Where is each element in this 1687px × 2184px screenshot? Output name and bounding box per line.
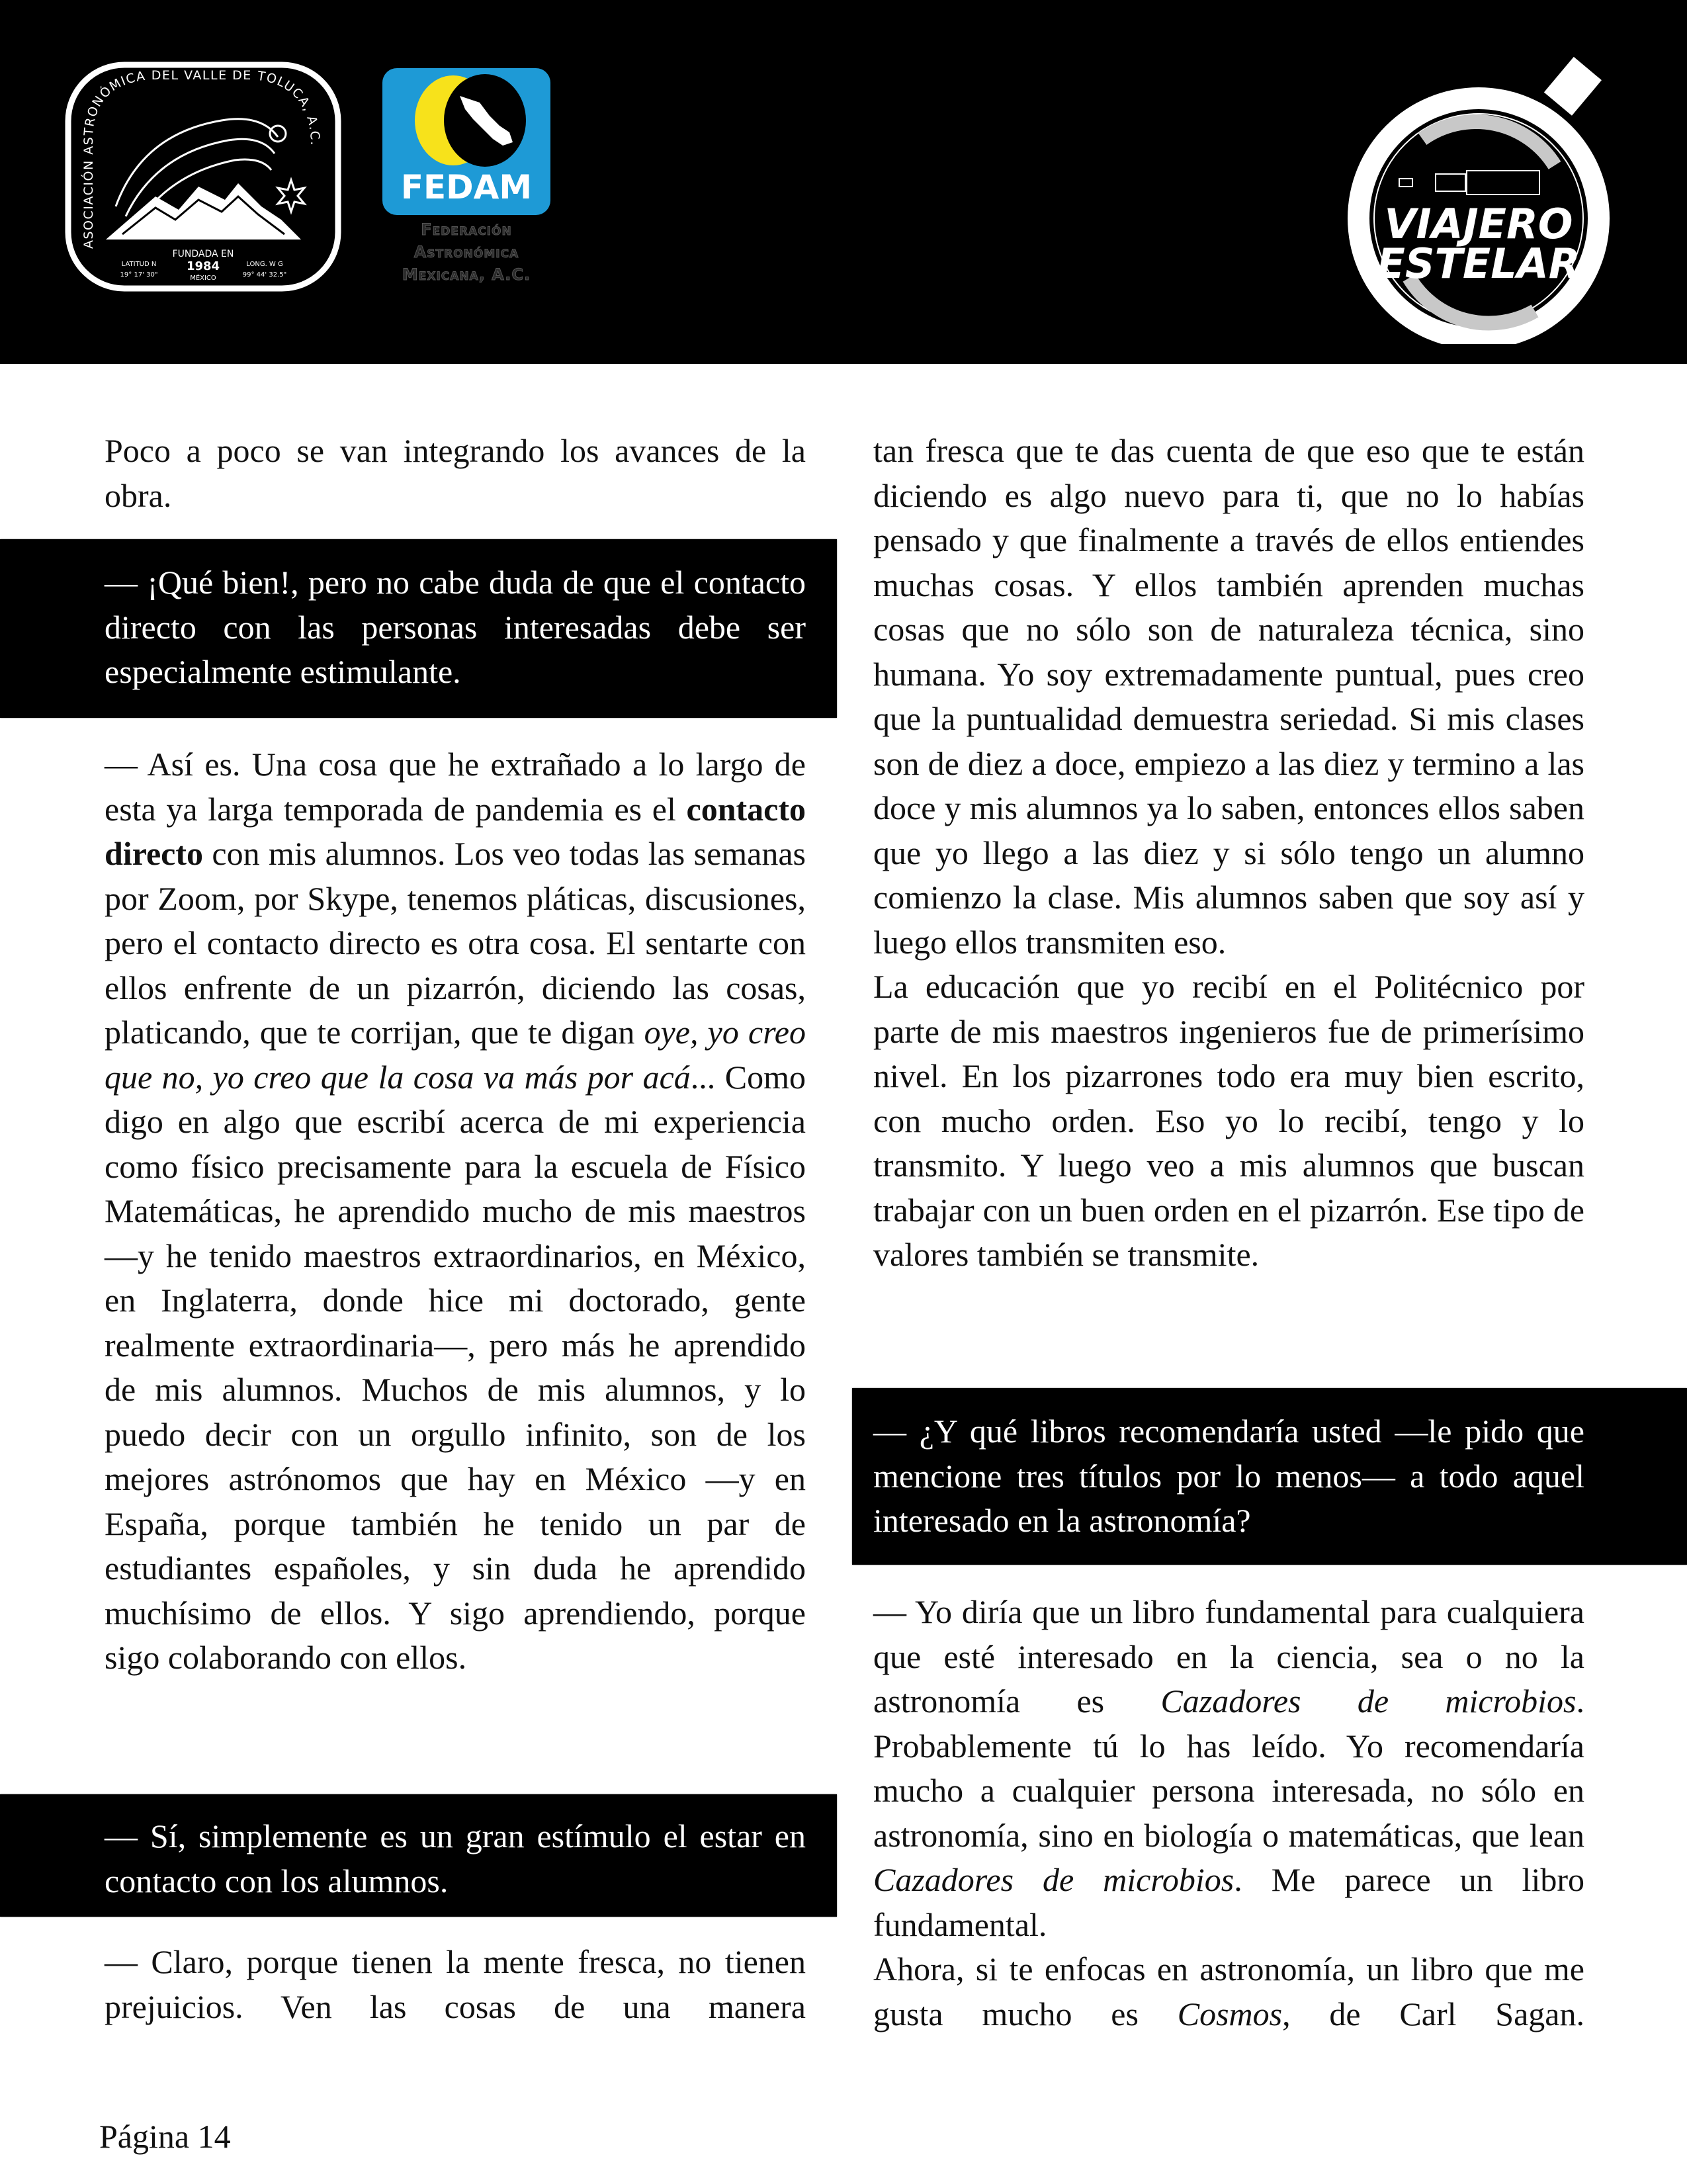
aavt-founded-label: FUNDADA EN	[172, 249, 234, 259]
fedam-subtitle-line: Mexicana, A.C.	[402, 265, 531, 284]
fedam-emblem-icon	[380, 66, 552, 218]
right-column-answer	[873, 1590, 1584, 2036]
fedam-subtitle-line: Federación	[421, 220, 512, 239]
bold-text: contacto directo	[105, 790, 806, 872]
text-run: — Yo diría que un libro fundamental para cualquiera que esté interesado en la ciencia, sea o no la astronomía es	[873, 1593, 1584, 1720]
italic-text: Cosmos	[1177, 1995, 1283, 2032]
italic-text: Cazadores de microbios	[873, 1861, 1234, 1898]
right-column-top	[873, 429, 1584, 1278]
paragraph	[873, 1947, 1584, 2036]
left-column-answer	[105, 742, 806, 1681]
aavt-lat-value: 19° 17' 30"	[120, 271, 158, 279]
question-text: — Sí, simplemente es un gran estímulo el estar en contacto con los alumnos.	[105, 1817, 806, 1900]
left-column-top	[105, 429, 806, 518]
fedam-subtitle-line: Astronómica	[413, 243, 519, 261]
question-box	[0, 1794, 837, 1917]
viajero-estelar-emblem-icon	[1336, 40, 1641, 344]
italic-text: oye, yo creo que no, yo creo que la cosa va más por acá	[105, 1014, 806, 1096]
aavt-seal-icon	[63, 61, 344, 292]
text-run: — Así es. Una cosa que he extrañado a lo largo de esta ya larga temporada de pandemia es el	[105, 746, 806, 828]
paragraph: La educación que yo recibí en el Politécnico por parte de mis maestros ingenieros fue de primerísimo nivel. En los pizarrones todo era muy bien escrito, con mucho orden. Eso yo lo recibí, tengo y lo transmito. Y luego veo a mis alumnos que buscan trabajar con un buen orden en el pizarrón. Ese tipo de valores también se transmite.	[873, 968, 1584, 1273]
italic-text: Cazadores de microbios	[1160, 1682, 1577, 1720]
text-run: con mis alumnos. Los veo todas las semanas por Zoom, por Skype, tenemos pláticas, discusiones, pero el contacto directo es otra cosa. El sentarte con ellos enfrente de un pizarrón, diciendo las cosas, platicando, que te corrijan, que te digan	[105, 835, 806, 1051]
paragraph: Poco a poco se van integrando los avances de la obra.	[105, 432, 806, 514]
header-banner	[0, 0, 1687, 364]
question-text: — ¿Y qué libros recomendaría usted —le pido que mencione tres títulos por lo menos— a todo aquel interesado en la astronomía?	[873, 1413, 1584, 1539]
text-run: . Probablemente tú lo has leído. Yo recomendaría mucho a cualquier persona interesada, no sólo en astronomía, sino en biología o matemáticas, que lean	[873, 1682, 1584, 1854]
fedam-logo	[380, 66, 552, 218]
aavt-country: MÉXICO	[190, 275, 216, 282]
question-text: — ¡Qué bien!, pero no cabe duda de que el contacto directo con las personas interesadas debe ser especialmente estimulante.	[105, 564, 806, 690]
question-box	[0, 539, 837, 718]
paragraph	[873, 1590, 1584, 1947]
text-run: , de Carl Sagan.	[1282, 1995, 1584, 2032]
viajero-estelar-logo	[1336, 40, 1641, 344]
aavt-long-label: LONG. W G	[246, 261, 283, 268]
aavt-arc-text: ASOCIACIÓN ASTRONÓMICA DEL VALLE DE TOLUCA, A.C.	[81, 68, 323, 249]
paragraph: — Claro, porque tienen la mente fresca, no tienen prejuicios. Ven las cosas de una manera	[105, 1943, 806, 2025]
text-run: ... Como digo en algo que escribí acerca de mi experiencia como físico precisamente para la escuela de Físico Matemáticas, he aprendido mucho de mis maestros —y he tenido maestros extraordinarios, en México, en Inglaterra, donde hice mi doctorado, gente realmente extraordinaria—, pero más he aprendido de mis alumnos. Muchos de mis alumnos, y lo puedo decir con un orgullo infinito, son de los mejores astrónomos que hay en México —y en España, porque también he tenido un par de estudiantes españoles, y sin duda he aprendido muchísimo de ellos. Y sigo aprendiendo, porque sigo colaborando con ellos.	[105, 1058, 806, 1676]
viajero-line2: ESTELAR	[1377, 240, 1580, 288]
aavt-founded-year: 1984	[186, 259, 220, 273]
text-run: . Me parece un libro fundamental.	[873, 1861, 1584, 1943]
text-run: Ahora, si te enfocas en astronomía, un libro que me gusta mucho es	[873, 1950, 1584, 2032]
aavt-lat-label: LATITUD N	[121, 261, 157, 268]
viajero-line1: VIAJERO	[1384, 200, 1573, 248]
left-column-answer	[105, 1940, 806, 2029]
paragraph	[105, 742, 806, 1681]
aavt-logo	[63, 61, 344, 292]
paragraph: tan fresca que te das cuenta de que eso que te están diciendo es algo nuevo para ti, que no lo habías pensado y que finalmente a través de ellos entiendes muchas cosas. Y ellos también aprenden muchas cosas que no sólo son de naturaleza técnica, sino humana. Yo soy extremadamente puntual, pues creo que la puntualidad demuestra seriedad. Si mis clases son de diez a doce, empiezo a las diez y termino a las doce y mis alumnos ya lo saben, entonces ellos saben que yo llego a las diez y si sólo tengo un alumno comienzo la clase. Mis alumnos saben que soy así y luego ellos transmiten eso.	[873, 432, 1584, 961]
fedam-acronym: FEDAM	[400, 168, 533, 206]
aavt-long-value: 99° 44' 32.5"	[242, 271, 287, 279]
question-box	[852, 1388, 1687, 1565]
page-number: Página 14	[99, 2118, 231, 2155]
fedam-subtitle	[380, 218, 552, 286]
